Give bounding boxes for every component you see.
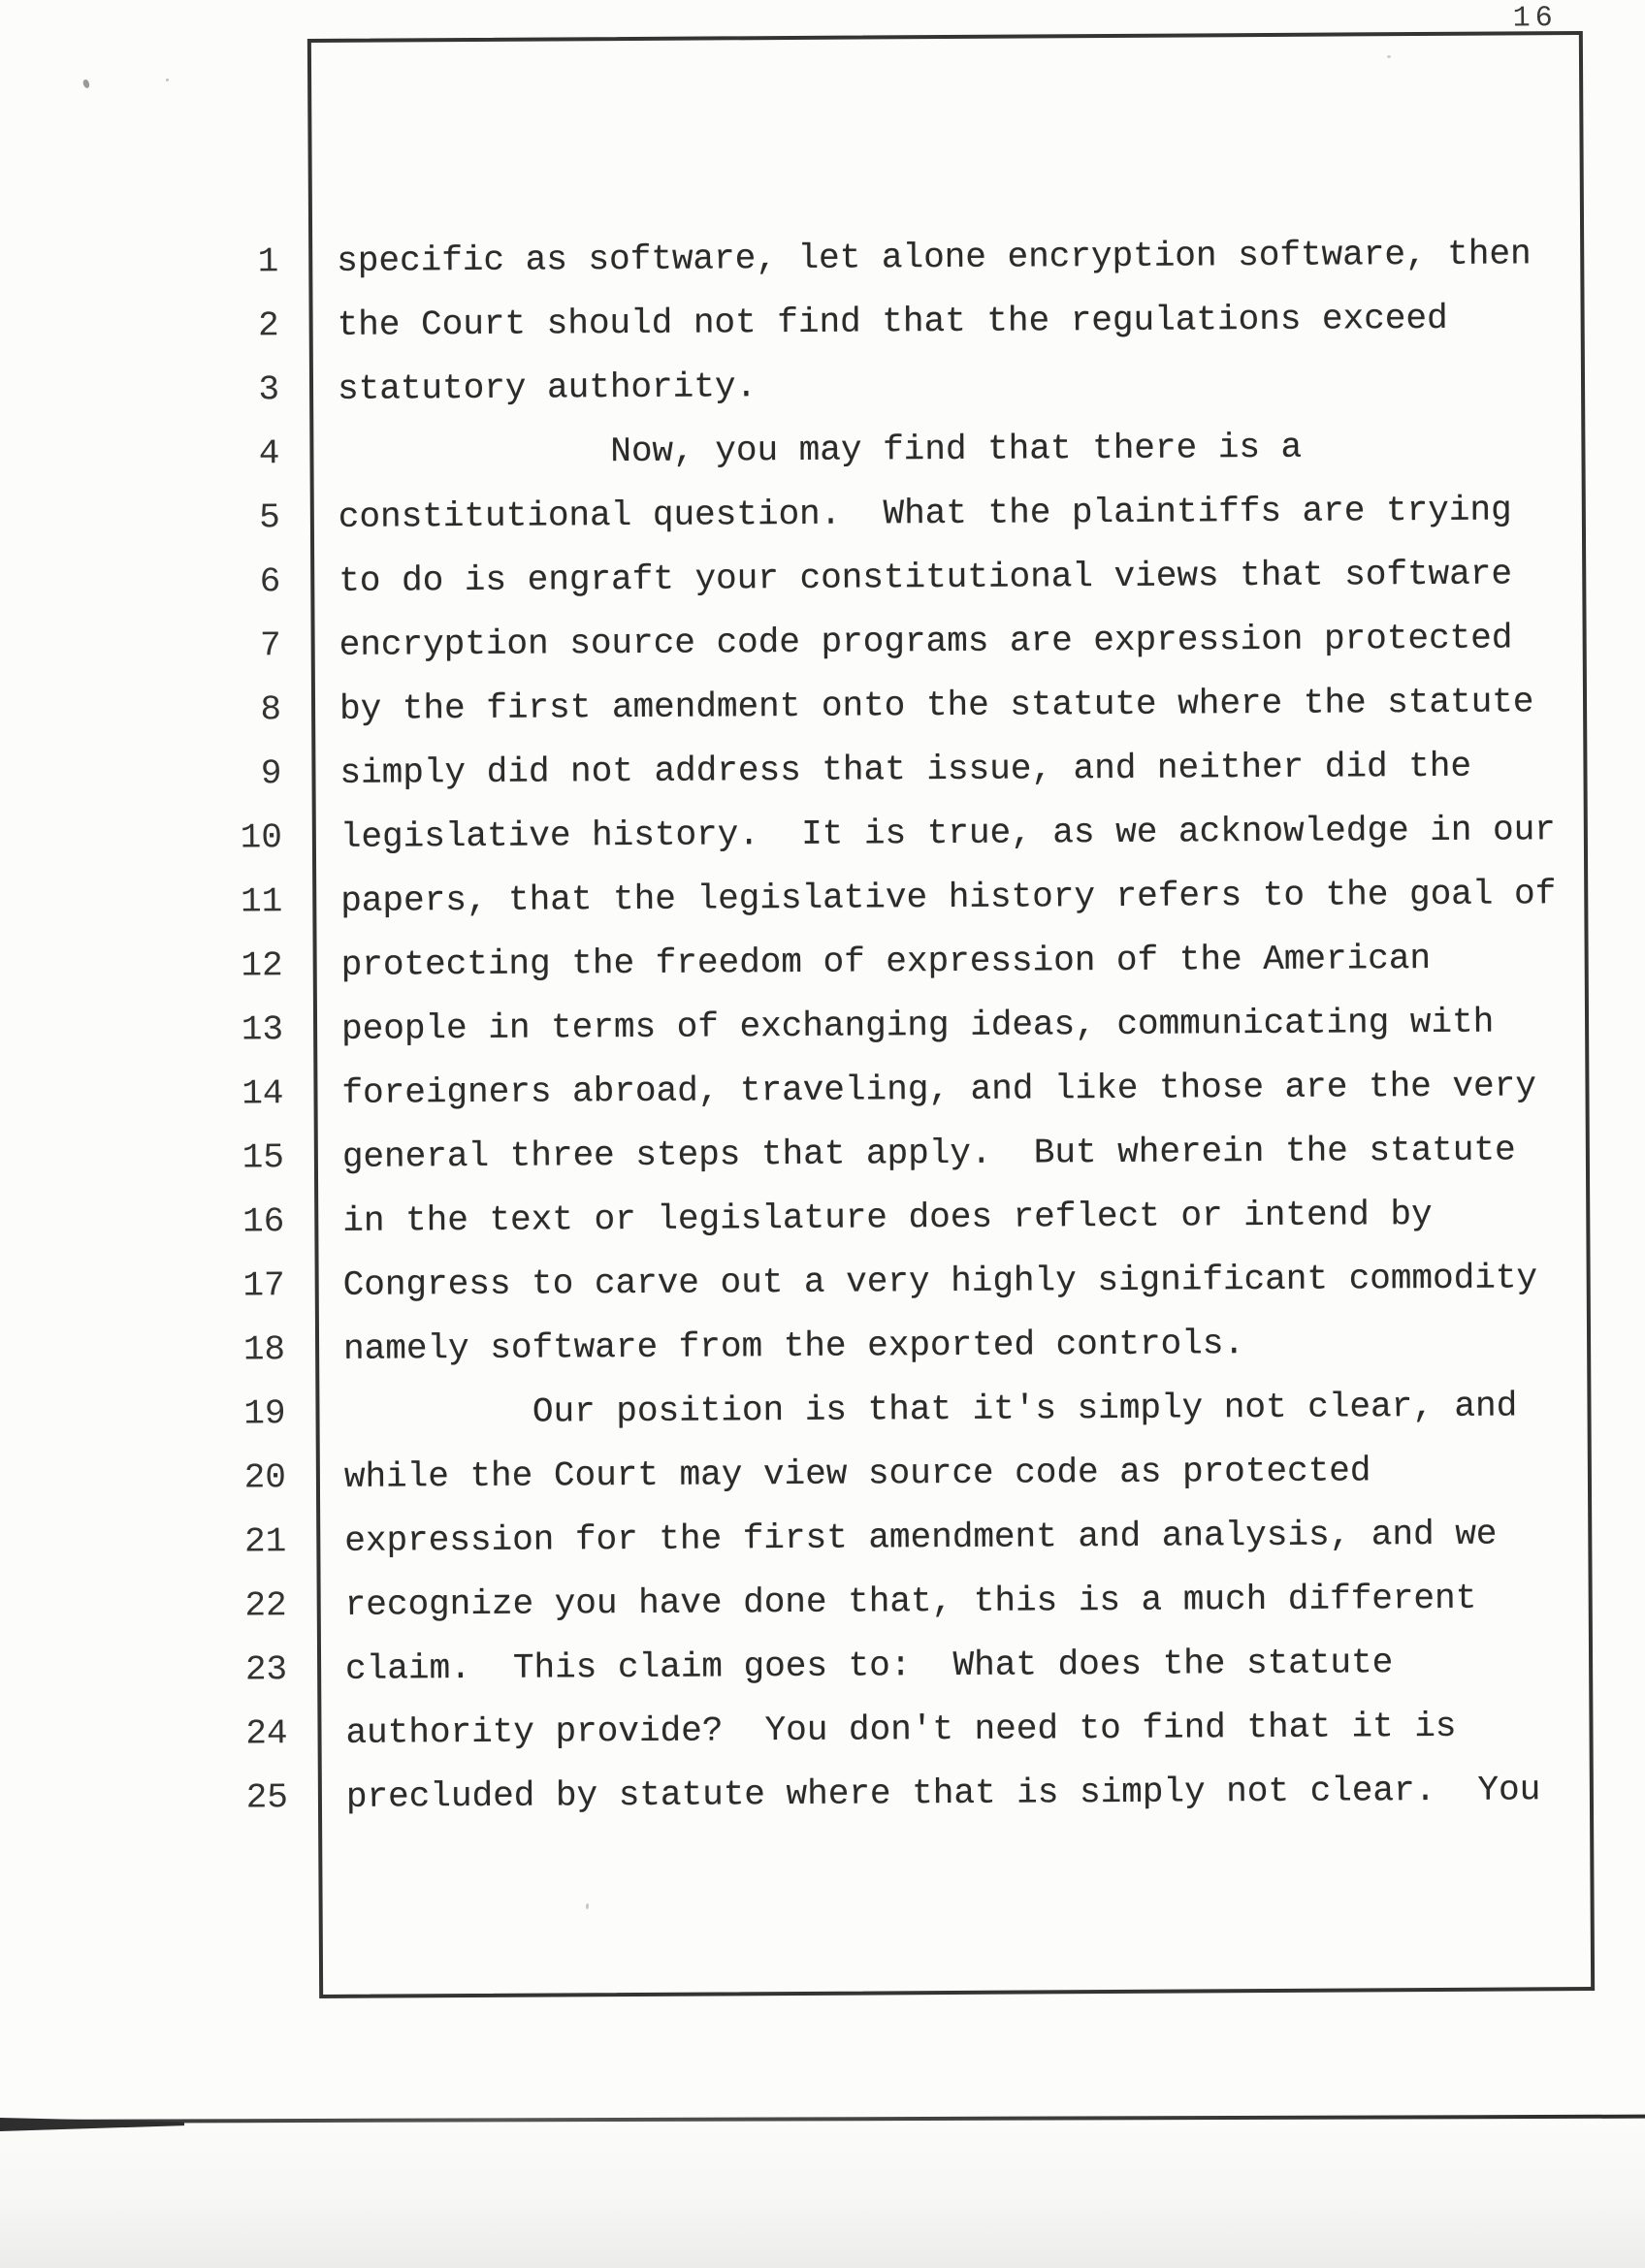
transcript-line-text: namely software from the exported controls. <box>342 1324 1245 1369</box>
line-number: 17 <box>242 1265 285 1306</box>
transcript-line-text: by the first amendment onto the statute where the statute <box>339 682 1534 729</box>
transcript-line-row <box>2 1246 1645 1320</box>
line-number: 23 <box>244 1649 288 1690</box>
line-number: 18 <box>242 1329 286 1370</box>
transcript-line-text: statutory authority. <box>337 367 758 409</box>
scan-bottom-shade <box>0 2125 1645 2268</box>
transcript-line-row <box>0 926 1645 1000</box>
transcript-line-text: expression for the first amendment and analysis, and we <box>344 1514 1498 1561</box>
line-number: 25 <box>245 1777 289 1818</box>
transcript-line-text: constitutional question. What the plaintiffs are trying <box>338 490 1512 537</box>
transcript-line-row <box>0 1054 1645 1128</box>
transcript-line-row <box>0 990 1645 1064</box>
line-number: 8 <box>260 689 282 730</box>
line-number: 21 <box>243 1521 287 1562</box>
transcript-line-text: in the text or legislature does reflect or intend by <box>342 1194 1433 1241</box>
transcript-line-row <box>0 478 1642 552</box>
transcript-line-row <box>0 222 1640 296</box>
transcript-line-text: to do is engraft your constitutional views that software <box>339 554 1513 601</box>
line-number: 9 <box>260 753 282 794</box>
line-number: 13 <box>241 1009 284 1050</box>
transcript-line-row <box>1 1182 1645 1256</box>
line-number: 22 <box>244 1585 287 1626</box>
transcript-line-text: while the Court may view source code as protected <box>343 1451 1371 1497</box>
transcript-line-row <box>0 862 1644 936</box>
line-number: 3 <box>258 369 280 410</box>
transcript-line-text: foreigners abroad, traveling, and like those are the very <box>341 1066 1536 1113</box>
line-number: 1 <box>257 241 279 282</box>
transcript-line-text: authority provide? You don't need to find that it is <box>345 1706 1457 1753</box>
line-number: 5 <box>259 497 280 538</box>
transcript-line-row <box>2 1310 1645 1384</box>
transcript-line-row <box>0 670 1643 744</box>
transcript-line-row <box>4 1694 1645 1768</box>
transcript-line-row <box>0 542 1642 616</box>
transcript-line-text: recognize you have done that, this is a much different <box>344 1578 1477 1625</box>
transcript-line-text: claim. This claim goes to: What does the statute <box>344 1643 1394 1689</box>
transcript-line-row <box>4 1630 1645 1704</box>
line-number: 24 <box>245 1713 288 1754</box>
line-number: 6 <box>259 561 281 602</box>
transcript-line-row <box>0 414 1642 488</box>
transcript-line-text: the Court should not find that the regulations exceed <box>337 298 1448 345</box>
transcript-line-text: simply did not address that issue, and neither did the <box>339 746 1472 793</box>
transcript-line-text: Our position is that it's simply not clear, and <box>343 1386 1518 1433</box>
transcript-line-row <box>0 286 1641 360</box>
transcript-lines <box>0 222 1645 1832</box>
transcript-line-text: encryption source code programs are expression protected <box>339 618 1513 665</box>
line-number: 14 <box>242 1073 284 1114</box>
transcript-line-row <box>4 1566 1645 1640</box>
transcript-line-row <box>2 1374 1645 1448</box>
line-number: 2 <box>257 305 279 346</box>
line-number: 12 <box>241 945 283 986</box>
transcript-line-text: general three steps that apply. But wherein the statute <box>341 1130 1516 1177</box>
transcript-line-row <box>0 350 1641 424</box>
transcript-line-row <box>0 606 1643 680</box>
transcript-line-text: specific as software, let alone encryption software, then <box>337 234 1532 281</box>
line-number: 11 <box>240 881 283 922</box>
transcript-line-text: Now, you may find that there is a <box>338 427 1303 473</box>
line-number: 15 <box>242 1137 285 1178</box>
transcript-line-row <box>1 1118 1645 1192</box>
transcript-line-text: people in terms of exchanging ideas, communicating with <box>340 1002 1495 1049</box>
transcript-line-text: papers, that the legislative history refers to the goal of <box>340 874 1557 921</box>
line-number: 7 <box>259 625 281 666</box>
transcript-line-text: precluded by statute where that is simply not clear. You <box>345 1770 1541 1817</box>
line-number: 10 <box>240 817 282 858</box>
line-number: 4 <box>258 433 280 474</box>
transcript-line-text: protecting the freedom of expression of the American <box>340 938 1432 985</box>
transcript-line-row <box>0 798 1644 872</box>
line-number: 20 <box>243 1457 287 1498</box>
transcript-line-text: Congress to carve out a very highly significant commodity <box>342 1258 1538 1305</box>
page-number: 16 <box>1512 2 1558 36</box>
transcript-line-text: legislative history. It is true, as we acknowledge in our <box>339 810 1556 857</box>
line-number: 16 <box>242 1201 285 1242</box>
line-number: 19 <box>243 1393 286 1434</box>
transcript-line-row <box>3 1438 1645 1512</box>
transcript-line-row <box>5 1758 1645 1832</box>
transcript-line-row <box>0 734 1644 808</box>
transcript-line-row <box>3 1502 1645 1576</box>
